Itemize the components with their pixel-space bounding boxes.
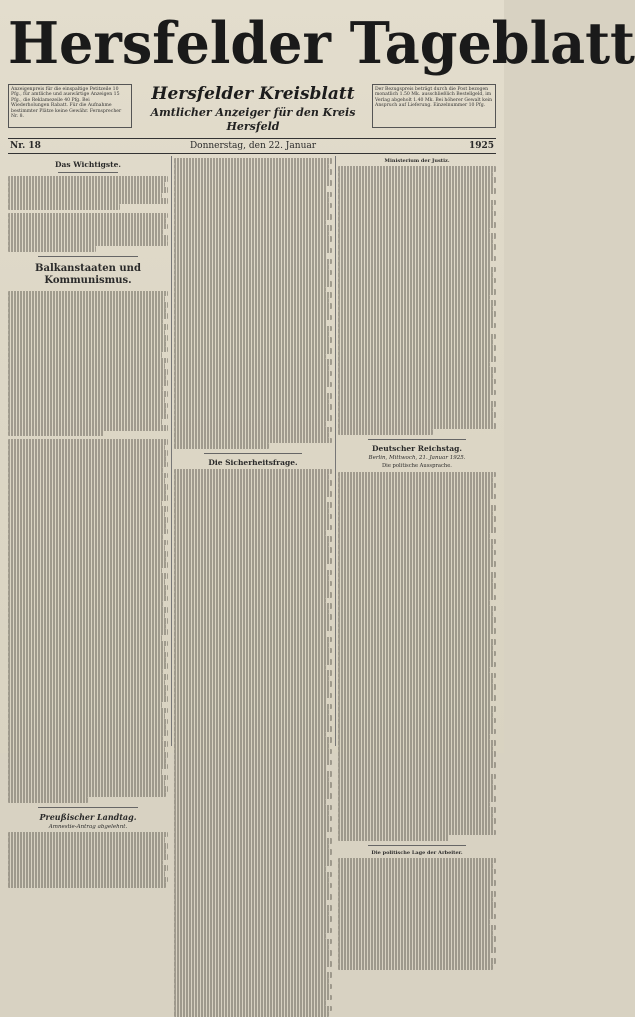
text-line-placeholder	[174, 320, 327, 326]
text-line-placeholder	[338, 572, 496, 578]
text-line-placeholder	[8, 741, 168, 747]
text-line-placeholder	[174, 754, 330, 760]
text-line-placeholder	[174, 698, 327, 704]
text-line-placeholder	[8, 786, 168, 792]
text-line-placeholder	[174, 715, 332, 721]
text-line-placeholder	[338, 233, 496, 239]
text-line-placeholder	[174, 536, 332, 542]
text-line-placeholder	[8, 730, 168, 736]
issue-date: Donnerstag, den 22. Januar	[189, 141, 317, 151]
text-line-placeholder	[174, 197, 329, 203]
text-line-placeholder	[174, 771, 332, 777]
text-line-placeholder	[174, 989, 330, 995]
text-line-placeholder	[8, 484, 168, 490]
text-line-placeholder	[174, 838, 332, 844]
text-line-placeholder	[338, 261, 491, 267]
headline-wichtigste: Das Wichtigste.	[55, 160, 121, 169]
text-line-placeholder	[8, 635, 162, 641]
text-line-placeholder	[174, 866, 326, 872]
text-line-placeholder	[8, 882, 166, 888]
text-line-placeholder	[174, 743, 329, 749]
text-line-placeholder	[8, 663, 168, 669]
ad-box-right: Der Bezugspreis beträgt durch die Post bezogen monatlich 1.50 Mk. ausschließlich Bestellgeld, im Verlag abgeholt 1.40 Mk. Bei höherer Gewalt kein Anspruch auf Lieferung. Einzelnummer 10 Pfg.	[372, 84, 496, 128]
text-line-placeholder	[174, 404, 332, 410]
text-line-placeholder	[338, 356, 496, 362]
divider	[38, 256, 138, 257]
text-line-placeholder	[8, 758, 166, 764]
text-line-placeholder	[8, 646, 165, 652]
text-line-placeholder	[8, 313, 168, 319]
text-line-placeholder	[8, 218, 166, 224]
text-line-placeholder	[8, 797, 88, 803]
text-line-placeholder	[174, 659, 332, 665]
text-line-placeholder	[174, 421, 326, 427]
text-line-placeholder	[8, 302, 168, 308]
text-line-placeholder	[338, 684, 496, 690]
text-line-placeholder	[174, 393, 332, 399]
text-line-placeholder	[8, 380, 168, 386]
text-line-placeholder	[8, 467, 163, 473]
text-line-placeholder	[8, 246, 96, 252]
text-line-placeholder	[174, 348, 332, 354]
text-line-placeholder	[338, 645, 493, 651]
text-line-placeholder	[338, 429, 433, 435]
text-line-placeholder	[174, 603, 332, 609]
text-line-placeholder	[338, 345, 496, 351]
text-line-placeholder	[338, 600, 490, 606]
anzeiger-title: Amtlicher Anzeiger für den Kreis Hersfeld	[150, 106, 356, 133]
text-line-placeholder	[338, 222, 496, 228]
text-line-placeholder	[338, 964, 493, 970]
text-line-placeholder	[338, 656, 494, 662]
text-line-placeholder	[338, 544, 493, 550]
text-line-placeholder	[338, 533, 490, 539]
text-line-placeholder	[174, 631, 327, 637]
text-line-placeholder	[338, 723, 494, 729]
text-line-placeholder	[174, 376, 330, 382]
text-line-placeholder	[338, 317, 494, 323]
divider	[38, 807, 138, 808]
text-line-placeholder	[8, 769, 162, 775]
text-line-placeholder	[174, 158, 332, 164]
headline-arbeiter: Die politische Lage der Arbeiter.	[371, 849, 463, 856]
text-line-placeholder	[338, 505, 496, 511]
masthead-title: Hersfelder Tageblatt	[8, 9, 635, 77]
text-line-placeholder	[8, 674, 168, 680]
text-line-placeholder	[8, 369, 168, 375]
text-line-placeholder	[338, 807, 496, 813]
text-line-placeholder	[174, 564, 327, 570]
ad-box-left: Anzeigenpreis für die einspaltige Petitzeile 10 Pfg., für amtliche und auswärtige Anzeigen 15 Pfg., die Reklamezeile 40 Pfg. Bei Wiederholungen Rabatt. Für die Aufnahme bestimmter Plätze keine Gewähr. Fernsprecher Nr. 8.	[8, 84, 132, 128]
text-line-placeholder	[338, 289, 496, 295]
text-line-placeholder	[174, 480, 332, 486]
text-line-placeholder	[174, 337, 332, 343]
text-line-placeholder	[174, 1011, 329, 1017]
text-line-placeholder	[174, 950, 332, 956]
text-line-placeholder	[174, 519, 330, 525]
text-line-placeholder	[8, 607, 168, 613]
headline-balkan: Balkanstaaten und Kommunismus.	[35, 262, 141, 286]
text-line-placeholder	[174, 877, 329, 883]
text-line-placeholder	[8, 854, 168, 860]
text-line-placeholder	[8, 523, 166, 529]
text-line-placeholder	[338, 194, 491, 200]
dateline	[8, 138, 496, 154]
text-line-placeholder	[174, 214, 332, 220]
text-line-placeholder	[174, 726, 332, 732]
text-line-placeholder	[174, 169, 332, 175]
headline-justiz: Ministerium der Justiz.	[384, 158, 450, 164]
text-line-placeholder	[174, 922, 330, 928]
subheadline-reichstag: Berlin, Mittwoch, 21. Januar 1925.	[368, 454, 466, 461]
text-line-placeholder	[8, 618, 168, 624]
column-rule	[171, 156, 172, 746]
text-line-placeholder	[338, 412, 496, 418]
headline-sicherheit: Die Sicherheitsfrage.	[208, 457, 298, 467]
column-rule	[335, 156, 336, 746]
text-line-placeholder	[8, 439, 168, 445]
divider	[368, 845, 466, 846]
text-line-placeholder	[338, 796, 496, 802]
text-line-placeholder	[8, 871, 165, 877]
text-line-placeholder	[338, 561, 496, 567]
columns	[8, 156, 496, 856]
text-line-placeholder	[338, 824, 494, 830]
text-line-placeholder	[338, 250, 494, 256]
text-line-placeholder	[8, 456, 166, 462]
text-line-placeholder	[338, 835, 449, 841]
text-line-placeholder	[174, 961, 332, 967]
text-line-placeholder	[174, 978, 329, 984]
text-line-placeholder	[338, 401, 496, 407]
text-line-placeholder	[8, 495, 168, 501]
text-line-placeholder	[174, 309, 330, 315]
text-line-placeholder	[174, 242, 330, 248]
divider	[58, 172, 118, 173]
text-line-placeholder	[174, 905, 332, 911]
text-line-placeholder	[338, 628, 496, 634]
column-3	[338, 156, 496, 856]
text-line-placeholder	[8, 176, 168, 182]
text-line-placeholder	[174, 281, 332, 287]
text-line-placeholder	[338, 477, 493, 483]
text-line-placeholder	[8, 425, 168, 431]
text-line-placeholder	[8, 843, 168, 849]
text-line-placeholder	[8, 235, 168, 241]
text-line-placeholder	[174, 799, 326, 805]
text-line-placeholder	[174, 508, 329, 514]
text-line-placeholder	[338, 589, 494, 595]
text-line-placeholder	[174, 443, 269, 449]
text-line-placeholder	[338, 908, 494, 914]
dek-reichstag: Die politische Aussprache.	[382, 462, 452, 469]
text-line-placeholder	[8, 397, 165, 403]
text-line-placeholder	[8, 579, 165, 585]
text-line-placeholder	[338, 919, 490, 925]
text-line-placeholder	[174, 810, 329, 816]
text-line-placeholder	[174, 225, 332, 231]
text-line-placeholder	[338, 880, 496, 886]
text-line-placeholder	[338, 947, 496, 953]
text-line-placeholder	[338, 328, 491, 334]
text-line-placeholder	[8, 551, 168, 557]
issue-number: Nr. 18	[10, 141, 41, 151]
kreisblatt-title: Hersfelder Kreisblatt	[151, 84, 355, 104]
text-line-placeholder	[338, 779, 493, 785]
column-2	[174, 156, 332, 746]
text-line-placeholder	[8, 562, 168, 568]
column-1	[8, 156, 168, 830]
text-line-placeholder	[174, 365, 329, 371]
text-line-placeholder	[338, 205, 493, 211]
divider	[368, 439, 466, 440]
text-line-placeholder	[174, 933, 326, 939]
text-line-placeholder	[338, 740, 496, 746]
text-line-placeholder	[8, 702, 162, 708]
text-line-placeholder	[174, 253, 327, 259]
text-line-placeholder	[174, 547, 332, 553]
text-line-placeholder	[338, 751, 496, 757]
text-line-placeholder	[174, 432, 329, 438]
text-line-placeholder	[8, 408, 166, 414]
text-line-placeholder	[8, 341, 166, 347]
text-line-placeholder	[174, 620, 330, 626]
issue-year: 1925	[468, 141, 494, 151]
subhead-row	[8, 84, 496, 136]
text-line-placeholder	[338, 936, 496, 942]
text-line-placeholder	[338, 177, 496, 183]
text-line-placeholder	[8, 204, 120, 210]
text-line-placeholder	[338, 712, 493, 718]
text-line-placeholder	[174, 687, 330, 693]
text-line-placeholder	[338, 384, 494, 390]
headline-reichstag: Deutscher Reichstag.	[371, 443, 463, 453]
text-line-placeholder	[338, 166, 496, 172]
text-line-placeholder	[8, 590, 166, 596]
text-line-placeholder	[8, 431, 104, 437]
headline-landtag: Preußischer Landtag.	[39, 811, 137, 822]
text-line-placeholder	[174, 782, 332, 788]
text-line-placeholder	[338, 768, 491, 774]
text-line-placeholder	[174, 575, 329, 581]
text-line-placeholder	[174, 894, 332, 900]
text-line-placeholder	[338, 617, 496, 623]
divider	[204, 453, 302, 454]
text-line-placeholder	[338, 373, 493, 379]
subheadline-landtag: Amnestie-Antrag abgelehnt.	[48, 823, 128, 830]
text-line-placeholder	[8, 187, 168, 193]
text-line-placeholder	[174, 186, 327, 192]
text-line-placeholder	[174, 592, 332, 598]
